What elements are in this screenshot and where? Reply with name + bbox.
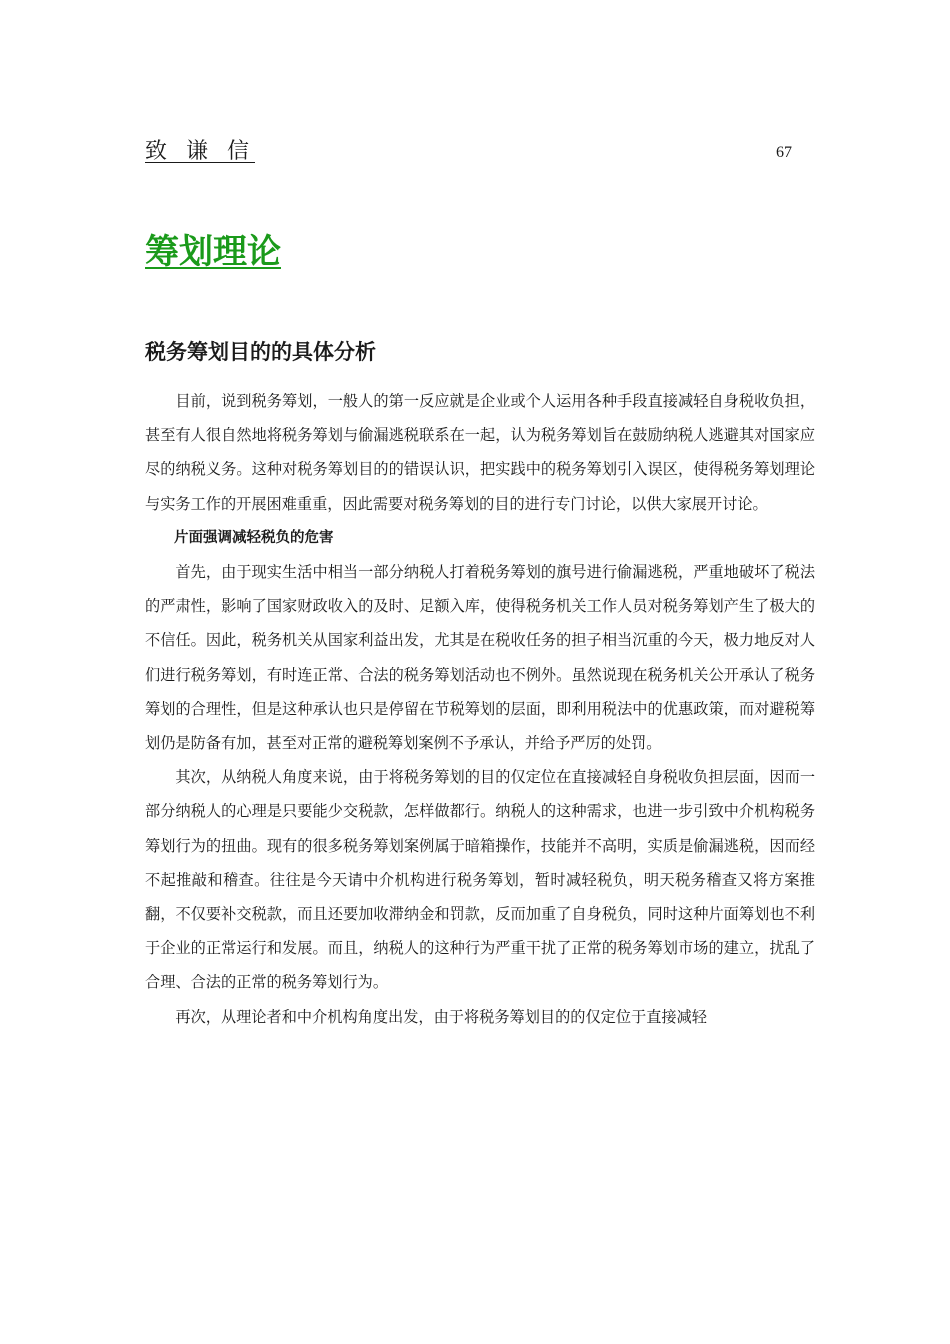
article-body — [145, 384, 815, 1034]
page-number: 67 — [776, 144, 792, 161]
intro-paragraph: 目前，说到税务筹划，一般人的第一反应就是企业或个人运用各种手段直接减轻自身税收负担，甚至有人很自然地将税务筹划与偷漏逃税联系在一起，认为税务筹划旨在鼓励纳税人逃避其对国家应尽的纳税义务。这种对税务筹划目的的错误认识，把实践中的税务筹划引入误区，使得税务筹划理论与实务工作的开展困难重重，因此需要对税务筹划的目的进行专门讨论，以供大家展开讨论。 — [145, 392, 815, 513]
article-title: 税务筹划目的的具体分析 — [145, 340, 376, 364]
section-title: 筹划理论 — [145, 232, 281, 272]
subheading: 片面强调减轻税负的危害 — [174, 529, 334, 546]
body-paragraph-second: 其次，从纳税人角度来说，由于将税务筹划的目的仅定位在直接减轻自身税收负担层面，因而一部分纳税人的心理是只要能少交税款，怎样做都行。纳税人的这种需求，也进一步引致中介机构税务筹划行为的扭曲。现有的很多税务筹划案例属于暗箱操作，技能并不高明，实质是偷漏逃税，因而经不起推敲和稽查。往往是今天请中介机构进行税务筹划，暂时减轻税负，明天税务稽查又将方案推翻，不仅要补交税款，而且还要加收滞纳金和罚款，反而加重了自身税负，同时这种片面筹划也不利于企业的正常运行和发展。而且，纳税人的这种行为严重干扰了正常的税务筹划市场的建立，扰乱了合理、合法的正常的税务筹划行为。 — [145, 768, 815, 992]
header-title: 致 谦 信 — [145, 139, 255, 164]
body-paragraph-third: 再次，从理论者和中介机构角度出发，由于将税务筹划目的的仅定位于直接减轻 — [175, 1007, 707, 1026]
body-paragraph-first: 首先，由于现实生活中相当一部分纳税人打着税务筹划的旗号进行偷漏逃税，严重地破坏了税法的严肃性，影响了国家财政收入的及时、足额入库，使得税务机关工作人员对税务筹划产生了极大的不信任。因此，税务机关从国家利益出发，尤其是在税收任务的担子相当沉重的今天，极力地反对人们进行税务筹划，有时连正常、合法的税务筹划活动也不例外。虽然说现在税务机关公开承认了税务筹划的合理性，但是这种承认也只是停留在节税筹划的层面，即利用税法中的优惠政策，而对避税筹划仍是防备有加，甚至对正常的避税筹划案例不予承认，并给予严厉的处罚。 — [145, 563, 815, 753]
